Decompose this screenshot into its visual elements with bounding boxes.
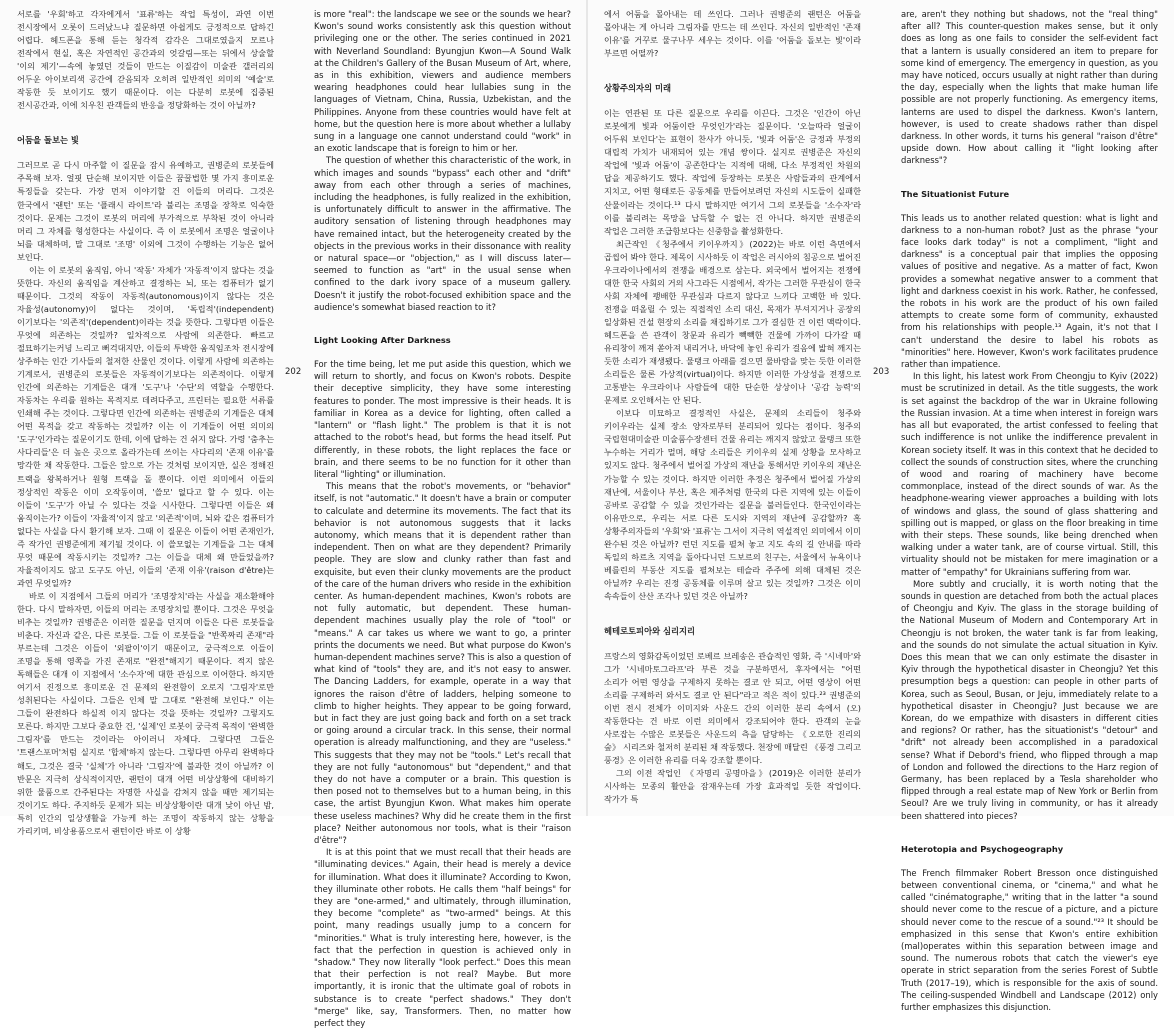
page-number: 203 (873, 367, 890, 377)
paragraph: 서로를 '우회'하고 각자에게서 '표류'하는 작업 특성이, 과연 이번 전시장에서 오롯이 드러났느냐 질문하면 아쉽게도 긍정적으로 답하긴 어렵다. 헤드폰을 통해 듣는 청각적 감각은 그대로였을지 모르나 전작에서 현실, 혹은 자연적인 공간과의 엇갈림—또는 뒤에서 상술할 '이의 제기'—속에 놓였던 것들이 만드는 이질감이 미술관 갤러리의 어두운 아이보리색 공간에 갇음되자 오히려 일반적인 의미의 '예술'로 작동한 듯 보이기도 했기 때문이다. 이는 다분히 로봇에 집중된 전시공간과, 이에 치우친 관객들의 반응을 정당화하는 것이 아닐까? (17, 9, 274, 111)
english-column (314, 8, 571, 1029)
page-number: 202 (285, 367, 302, 377)
section-heading: 상황주의자의 미래 (604, 83, 672, 94)
paragraph: 그의 이전 작업인 《자명리 공명마을》(2019)은 이러한 분리가 시사하는 모종의 활안을 잠재우는데 가장 효과적일 듯한 작업이다. 작가가 특 (604, 768, 861, 805)
paragraph: It is at this point that we must recall that their heads are "illuminating devices." Again, their head is merely a device for illumination. What does it illuminate? According to Kwon, they illuminate other robots. He calls them "half beings" for they are "one-armed," and ultimately, through illumination, they become "complete" as "two-armed" beings. At this point, many readings usually jump to a concern for "minorities." What is truly interesting here, however, is the fact that the perfection in question is achieved only in "shadow." They now literally "look perfect." Does this mean that their perfection is not real? Maybe. But more importantly, it is ironic that the ultimate goal of robots in substance is to create "perfect shadows." They don't "merge" like, say, Transformers. Then, no matter how perfect they (314, 847, 571, 1029)
paragraph: For the time being, let me put aside this question, which we will return to shortly, and focus on Kwon's robots. Despite their deceptive simplicity, they have some interesting features to ponder. The most impressive is their heads. It is familiar in Korea as a device for lighting, often called a "lantern" or "flash light." The problem is that it is not attached to the robot's head, but forms the head itself. Put differently, in these robots, the light replaces the face or brain, and there seems to be no function for it other than literal "lighting" or illumination. (314, 359, 571, 479)
paragraph: 그러므로 곧 다시 마주할 이 질문을 잠시 유예하고, 권병준의 로봇들에 주목해 보자. 얼핏 단순해 보이지만 이들은 꿈꿀법한 몇 가지 흥미로운 특징들을 갖는다. 가장 먼저 이야기할 건 이들의 머리다. 그것은 한국에서 '랜턴' 또는 '플래시 라이트'라 불리는 조명을 장착로 익숙한 것이다. 문제는 그것이 로봇의 머리에 부가적으로 부착된 것이 아니라 머리 그 자체를 형성한다는 사실이다. 즉 이 로봇에서 조명은 얼굴이나 뇌를 대체하며, 말 그대로 '조명' 이외에 그것이 수행하는 기능은 없어 보인다. (17, 160, 274, 262)
right-page (588, 0, 1174, 1013)
left-page (0, 0, 586, 1029)
english-column (901, 8, 1158, 1013)
section-heading: 헤테로토피아와 심리지리 (604, 625, 696, 636)
paragraph: 이는 이 로봇의 움직임, 아니 '작동' 자체가 '자동적'이지 않다는 것을 뜻한다. 자신의 움직임을 계산하고 결정하는 뇌, 또는 컴퓨터가 없기 때문이다. 그것의 작동이 자동적(autonomous)이지 않다는 것은 자율성(autonomy)이 없다는 것이며, '독립적'(independent)이기보다는 '의존적'(dependent)이라는 것을 뜻한다. 그렇다면 이들은 무엇에 의존하는 것일까? 일차적으로 사람에 의존한다. 빠르고 절묘하기는커녕 느리고 뻐걱대지만, 이들의 투박한 움직임조차 전시장에 상주하는 인간 기사들의 철저한 산물인 것이다. 이렇게 사람에 의존하는 기계로서, 권병준의 로봇들은 자동적이기보다는 의존적이다. 이렇게 인간에 의존하는 기계들은 대개 '도구'나 '수단'의 역할을 수행한다. 자동차는 우리를 원하는 목적지로 데려다주고, 프린터는 필요한 서류를 인쇄해 주는 것이다. 그렇다면 인간에 의존하는 권병준의 기계들은 대체 어떤 목적을 갖고 작동하는 것일까? 이는 이 기계들이 어떤 의미의 '도구'인가라는 질문이기도 한데, 이에 답하는 건 쉬지 않다. 가령 '춤추는 사다리들'은 더 높은 곳으로 올라가는데 쓰이는 사다리의 '존재 이유'를 망각한 채 작동한다. 그들은 앞으로 가는 것처럼 보이지만, 실은 정해진 트랙을 왕복하거나 원형 트랙을 돌 뿐이다. 이런 의미에서 이들의 정상적인 작동은 이미 오작동이며, '쓸모' 없다고 할 수 있다. 이는 이들이 '도구'가 아닐 수 있다는 것을 시사한다. 그렇다면 이들은 왜 움직이는가? 이들이 '자율적'이지 않고 '의존적'이며, 뇌와 같은 컴퓨터가 없다는 사실을 다시 환기해 보자. 그때 이 질문은 이들이 어떤 존재인가, 즉 작가인 권병준에게 제기될 것이다. 이 쓸모없는 기계들을 그는 대체 무엇 때문에 작동시키는 것일까? 그는 이들을 대체 왜 만들었을까? 자율적이지도 않고 도구도 아닌, 이들의 '존재 이유'(raison d'être)는 과연 무엇일까? (17, 264, 274, 588)
paragraph: This means that the robot's movements, or "behavior" itself, is not "automatic." It doesn't have a brain or computer to calculate and determine its movements. The fact that its behavior is not autonomous suggests that it lacks autonomy, which means that it is dependent rather than independent. Then on what are they dependent? Primarily people. They are slow and clunky rather than fast and exquisite, but even their clunky movements are the product of the care of the human drivers who reside in the exhibition center. As human-dependent machines, Kwon's robots are not fully automatic, but dependent. These human-dependent machines usually play the role of "tool" or "means." A car takes us where we want to go, a printer prints the documents we need. But what purpose do Kwon's human-dependent machines serve? This is also a question of what kind of "tools" they are, and it's not easy to answer. The Dancing Ladders, for example, operate in a way that ignores the raison d'être of ladders, helping someone to climb to higher heights. They appear to be going forward, but in fact they are just going back and forth on a set track or going around a circular track. In this sense, their normal operation is already malfunctioning, and they are "useless." This suggests that they may not be "tools." Let's recall that they are not fully "autonomous" but "dependent," and that they do not have a computer or a brain. This question is then posed not to themselves but to a human being, in this case, the artist Byungjun Kwon. What makes him operate these useless machines? Why did he create them in the first place? Neither autonomous nor tools, what is their "raison d'être"? (314, 481, 571, 845)
section-heading: Light Looking After Darkness (314, 335, 451, 346)
korean-column (17, 8, 274, 836)
paragraph: 바로 이 지점에서 그들의 머리가 '조명장치'라는 사실을 재소환해야 한다. 다시 말하자면, 이들의 머리는 조명장치일 뿐이다. 그것은 무엇을 비추는 것일까? 권병준은 이러한 질문을 던지며 이들은 다른 로봇들을 비춘다. 자신과 같은, 다른 로봇들. 그들 이 로봇들을 "반쪽짜리 존재"라 부르는데 그것은 이들이 '외팔이'이기 때문이고, 궁극적으로 이들이 조명을 통해 영쪽을 가진 존재로 "완전"해지기 때문이다. 적지 않은 독해들은 대개 이 지점에서 '소수자'에 대한 관심으로 이어한다. 하지만 여기서 진정으로 흥미로운 건 문제의 완전함이 오로지 '그림자'로만 성취된다는 사실이다. 그들은 인체 말 그대로 "완전해 보인다." 이는 그들이 완전하다 하실적 이지 않다는 것을 뜻하는 것일까? 그렇지도 모른다. 하지만 그보다 중요한 건, '실제'인 로봇이 궁극적 목적이 '완벽한 그림자'를 만드는 것이라는 아이러니 자체다. 그렇다면 그들은 '트랜스포머'처럼 실지로 '합체'하지 않는다. 그렇다면 아무리 완벽하다 해도, 그것은 결국 '실체'가 아니라 '그림자'에 불과한 것이 아닐까? 이 반문은 지극히 상식적이지만, 랜턴이 대개 어떤 비상상황에 대비하기 위한 물품으로 간주된다는 자명한 사실을 감쳐지 않을 때만 제기되는 것이기도 하다. 주지하듯 문제가 되는 비상상황이란 대개 낮이 아닌 밤, 특히 인간의 일상생활을 가능케 하는 조명이 작동하지 않는 상황을 가리키며, 비상용품으로서 랜턴이란 바로 이 상황 (17, 590, 274, 836)
paragraph: This leads us to another related question: what is light and darkness to a non-human robot? Just as the phrase "your face looks dark today" is not a compliment, "light and darkness" is a conceptual pair that implies the opposing values of positive and negative. As a matter of fact, Kwon provides a somewhat negative answer to a comment that light and darkness coexist in his work. Rather, he confessed, the robots in his work are the product of his own failed attempts to create some form of community, exhausted from his relationships with people.¹³ Again, it's not that I can't understand the desire to label his robots as "minorities" here. However, Kwon's work facilitates prudence rather than impatience. (901, 212, 1158, 370)
paragraph: are, aren't they nothing but shadows, not the "real thing" after all? This counter-question makes sense, but it only does as long as one fails to consider the self-evident fact that a lantern is usually considered an item to prepare for some kind of emergency. The emergency in question, as you may have noticed, occurs usually at night rather than during the day, especially when the lights that make human life possible are not properly functioning. As emergency items, lanterns are used to dispel the darkness. Kwon's lantern, however, is used to create shadows rather than dispel darkness. In other words, it turns his general "raison d'être" upside down. How about calling it "light looking after darkness"? (901, 9, 1158, 166)
paragraph: 최근작인 《청주에서 키이우까지》(2022)는 바로 이런 측면에서 곱씹어 봐야 한다. 제목이 시사하듯 이 작업은 러시아의 침공으로 벌어진 우크라이나에서의 전쟁을 배경으로 삼는다. 외국에서 벌어지는 전쟁에 대한 한국 사회의 거의 사그라든 시점에서, 작가는 그러한 무관심이 한국 사회 자체에 팽배한 무관심과 다르지 않다고 느끼다 고백한 바 있다. 전쟁을 떠올릴 수 있는 직접적인 소리 대신, 목재가 부셔지거나 공장의 일상화된 건설 현장의 소리를 채집하기로 그가 결심한 건 이런 맥락이다. 헤드폰을 쓴 관객이 창문과 유리가 빽빽한 건물에 가까이 다가갈 때 유리창이 깨져 쏟아져 내리거나, 바닥에 놓인 유리가 걸음에 밟혀 깨지는 듯한 소리가 재생됐다. 물탱크 아래를 걸으면 물바람을 맞는 듯한 이러한 소리들은 물론 가상적(virtual)이다. 하지만 이러한 가상성을 전쟁으로 고통받는 우크라이나 사람들에 대한 단순한 상상이나 '공감 능력'의 문제로 오인해서는 안 된다. (604, 238, 861, 406)
paragraph: More subtly and crucially, it is worth noting that the sounds in question are detached from both the actual places of Cheongju and Kyiv. The glass in the storage building of the National Museum of Modern and Contemporary Art in Cheongju is not broken, the water tank is far from leaking, and the sounds do not simulate the actual situation in Kyiv. Does this mean that we can only estimate the disaster in Kyiv through the hypothetical disaster in Cheongju? Yet this presumption begs a question: can people in other parts of Korea, such as Seoul, Busan, or Jeju, immediately relate to a hypothetical disaster in Cheongju? Just because we are Korean, do we empathize with disasters in different cities and regions? Or rather, has the situationist's "detour" and "drift" not already been accomplished in a paradoxical sense? What if Debord's friend, who flipped through a map of London and followed the directions to the Harz region of Germany, has been replaced by a Tesla shareholder who flipped through a real estate map of New York or Berlin from Seoul? Are we truly living in community, or has it already been shattered into pieces? (901, 578, 1158, 821)
section-heading: 어둠을 돌보는 빛 (17, 135, 79, 146)
section-heading: The Situationist Future (901, 188, 1010, 199)
paragraph: 에서 어둠을 몰아내는 데 쓰인다. 그러나 권병준의 랜턴은 어둠을 몰아내는 게 아니라 그림자를 만드는 데 쓰인다. 자신의 일반적인 '존재 이유'를 거꾸로 물구나무 세우는 것이다. 이를 '어둠을 돌보는 빛'이라 부르면 어떨까? (604, 9, 861, 59)
section-heading: Heterotopia and Psychogeography (901, 843, 1064, 854)
paragraph: 프랑스의 영화감독이었던 로베르 브레송은 관습적인 영화, 즉 '시네마'와 그가 '시네마토그라프'라 부른 것을 구분하면서, 후자에서는 "어떤 소리가 어떤 영상을 구제하지 못하는 결코 안 되고, 어떤 영상이 어떤 소리를 구제하러 와서도 결코 안 된다"라고 적은 적이 있다.²³ 권병준의 이번 전시 전체가 이미지와 사운드 간의 이러한 분리 속에서 (오)작동한다는 건 바로 이런 의미에서 강조되어야 한다. 관객의 눈을 사로잡는 수많은 로봇들은 사운드의 측을 담당하는 《오로한 진리의 숲》 시리즈와 철저히 분리된 채 작동했다. 천장에 매달린 《풍경 그리고 풍경》은 이러한 유리를 더욱 강조할 뿐이다. (604, 650, 861, 766)
paragraph: The French filmmaker Robert Bresson once distinguished between conventional cinema, or "cinema," and what he called "cinématographe," writing that in the latter "a sound should never come to the rescue of a picture, and a picture should never come to the rescue of a sound."²³ It should be emphasized in this sense that Kwon's entire exhibition (mal)operates within this separation between image and sound. The numerous robots that catch the viewer's eye operate in strict separation from the series Forest of Subtle Truth (2017–19), which is responsible for the axis of sound. The ceiling-suspended Windbell and Landscape (2012) only further emphasizes this disjunction. (901, 867, 1158, 1013)
paragraph: 이는 연관된 또 다른 질문으로 우리를 이끈다. 그것은 '인간이 아닌 로봇에게 빛과 어둠이란 무엇인가'라는 질문이다. '오늘따라 얼굴이 어두워 보인다'는 표현이 찬사가 아니듯, '빛과 어둠'은 긍정과 부정의 대립적 가치가 내재되어 있는 개념 쌍이다. 실지로 권병준은 자신의 작업에 '빛과 어둠'이 공존한다'는 지적에 대해, 다소 부정적인 차원의 답을 제공하기도 했다. 작업에 등장하는 로봇은 사람들과의 관계에서 지치고, 어떤 형태로든 공동체를 만들어보려던 자신의 시도들이 실패한 산물이라는 것이다.¹³ 다시 말하지만 여기서 그의 로봇들을 '소수자'라 이를 불리려는 목망을 납득할 수 없는 건 아니다. 하지만 권병준의 작업은 그러한 조급함보다는 신중함을 촬성화한다. (604, 108, 861, 236)
korean-column (604, 8, 861, 808)
paragraph: The question of whether this characteristic of the work, in which images and sounds "bypass" each other and "drift" away from each other through a series of machines, including the headphones, is fully realized in the exhibition, is unfortunately difficult to answer in the affirmative. The auditory sensation of listening through headphones may have remained intact, but the heterogeneity created by the objects in the previous works in their dissonance with reality or natural space—or "objection," as I will discuss later—seemed to function as "art" in the usual sense when confined to the dark ivory space of a museum gallery. Doesn't it justify the robot-focused exhibition space and the audience's somewhat biased reaction to it? (314, 155, 571, 312)
paragraph: 이보다 미묘하고 결정적인 사실은, 문제의 소리들이 청주와 키이우라는 실제 장소 양자로부터 분리되어 있다는 점이다. 청주의 국립현대미술관 미술품수장센터 건물 유리는 깨지지 않았고 물탱크 또한 누수하는 거리가 멀며, 해당 소리들은 키이우의 실제 상황을 모사하고 있지도 않다. 청주에서 벌어질 가상의 재난을 통해서만 키이우의 재난은 가능할 수 있는 것이다. 하지만 이러한 추정은 청주에서 벌어질 가상의 재난에, 서울이나 부산, 혹은 제주처럼 한국의 다른 지역에 있는 이들이 공바로 공감할 수 있을 것인가라는 질문을 불러들인다. 한국인이라는 이유만으로, 우리는 서로 다른 도시와 지역의 재난에 공감할까? 혹 상황주의자들의 '우회'와 '표류'는 그서이 지극히 역설적인 의미에서 이미 완수된 것은 아닐까? 런던 지도를 펼쳐 놓고 지도 속의 길 안내를 따라 독일의 하르츠 지역을 돌아다니던 드보르의 친구는, 서울에서 뉴욕이나 베를린의 부동산 지도를 펼쳐보는 테슬라 주주에 의해 대체된 것은 아닐까? 우리는 진정 공동체를 이루며 살고 있는 것일까? 그것은 이미 속속들이 산산 조각나 있던 것은 아닐까? (604, 408, 861, 601)
paragraph: is more "real": the landscape we see or the sounds we hear? Kwon's sound works consistently ask this question without privileging one or the other. The series continued in 2021 with Neverland Soundland: Byungjun Kwon—A Sound Walk at the Children's Gallery of the Busan Museum of Art, where, as in this exhibition, viewers and audience members wearing headphones could hear lullabies sung in the languages of Vietnam, China, Russia, Uzbekistan, and the Philippines. Anyone from these countries would have felt at home, but the question here is more about whether a lullaby sung in a language one cannot understand could "work" in an exotic landscape that is foreign to him or her. (314, 9, 571, 154)
paragraph: In this light, his latest work From Cheongju to Kyiv (2022) must be scrutinized in detail. As the title suggests, the work is set against the backdrop of the war in Ukraine following the Russian invasion. At a time when interest in foreign wars has all but evaporated, the artist confessed to feeling that such indifference is not unlike the indifference prevalent in Korean society itself. It was in this context that he decided to collect the sounds of construction sites, where the crunching of wood and roaring of machinery have become commonplace, instead of the direct sounds of war. As the headphone-wearing viewer approaches a building with lots of windows and glass, the sound of glass shattering and spilling out is mapped, or glass on the floor breaking in time with their steps. These sounds, like being drenched when walking under a water tank, are of course virtual. Still, this virtuality should not be mistaken for mere imagination or a matter of "empathy" for Ukrainians suffering from war. (901, 371, 1158, 577)
